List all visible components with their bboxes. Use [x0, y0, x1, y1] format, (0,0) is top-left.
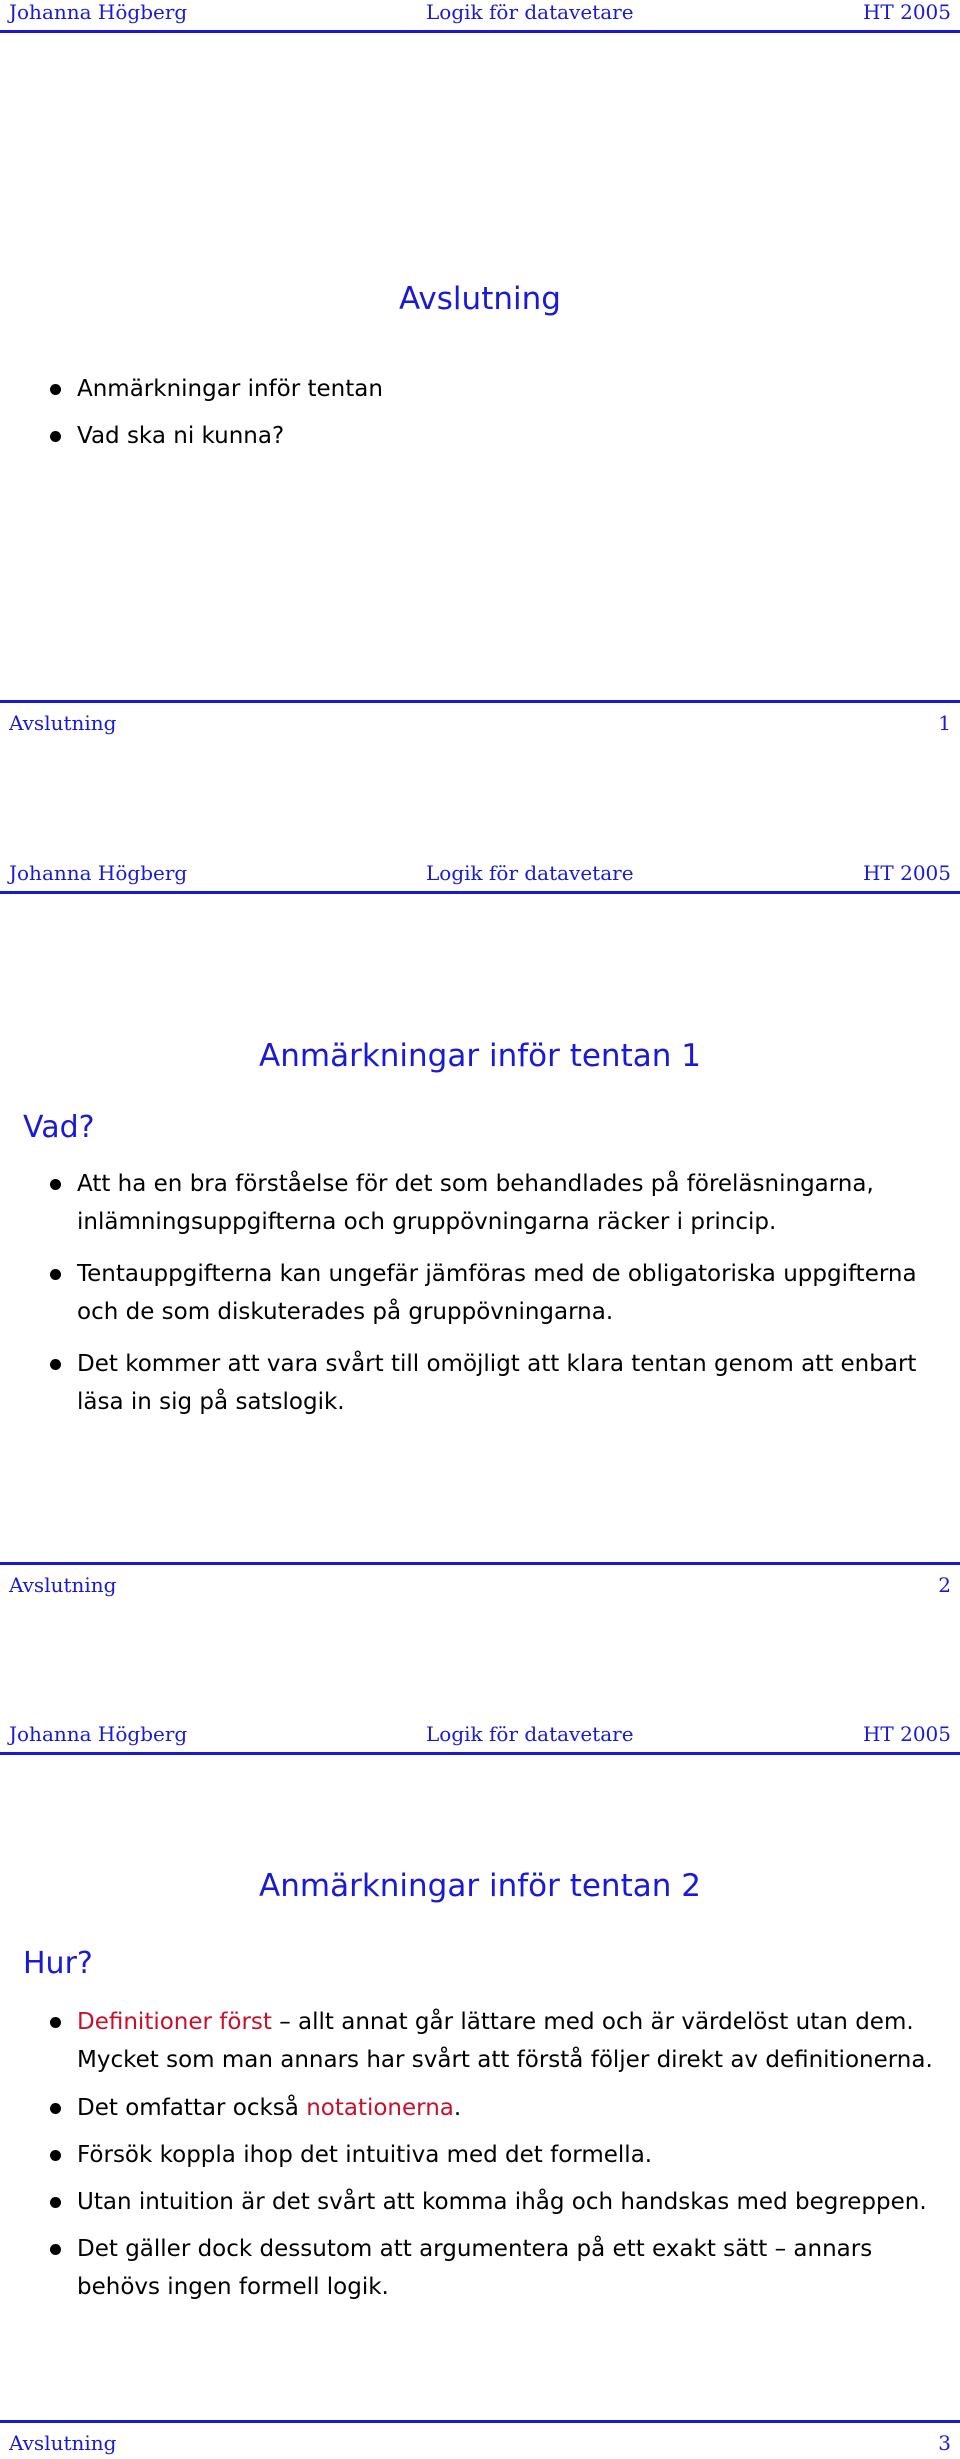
header-course: Logik för datavetare	[426, 0, 634, 24]
bullet-icon	[50, 2244, 61, 2255]
header-author: Johanna Högberg	[9, 861, 188, 885]
bullet-icon	[50, 384, 61, 395]
header-author: Johanna Högberg	[9, 1722, 188, 1746]
slide-title: Avslutning	[399, 281, 561, 317]
slide-header	[0, 0, 960, 33]
list-item: Anmärkningar inför tentan	[77, 370, 957, 408]
bullet-icon	[50, 2017, 61, 2028]
bullet-icon	[50, 1179, 61, 1190]
list-item: Det kommer att vara svårt till omöjligt att klara tentan genom att enbart läsa in sig på satslogik.	[77, 1345, 957, 1421]
list-item: Försök koppla ihop det intuitiva med det formella.	[77, 2136, 957, 2174]
list-item: Definitioner först – allt annat går lättare med och är värdelöst utan dem. Mycket som man annars har svårt att förstå följer direkt av definitionerna.	[77, 2003, 957, 2079]
bullet-icon	[50, 431, 61, 442]
slide-header	[0, 861, 960, 894]
header-term: HT 2005	[862, 861, 951, 885]
list-item: Tentauppgifterna kan ungefär jämföras med de obligatoriska uppgifterna och de som diskuterades på gruppövningarna.	[77, 1255, 957, 1331]
list-item: Vad ska ni kunna?	[77, 417, 957, 455]
header-course: Logik för datavetare	[426, 1722, 634, 1746]
slide-subheading: Vad?	[23, 1110, 95, 1145]
bullet-icon	[50, 2150, 61, 2161]
list-item: Det omfattar också notationerna.	[77, 2089, 957, 2127]
footer-label: Avslutning	[9, 2431, 117, 2455]
header-term: HT 2005	[862, 1722, 951, 1746]
highlight-text: Definitioner först	[77, 2009, 272, 2035]
footer-label: Avslutning	[9, 711, 117, 735]
slide-title: Anmärkningar inför tentan 1	[259, 1038, 701, 1074]
slide-title: Anmärkningar inför tentan 2	[259, 1868, 701, 1904]
bullet-icon	[50, 2103, 61, 2114]
page-number: 1	[938, 711, 951, 735]
slide-footer	[0, 1562, 960, 1597]
bullet-icon	[50, 1269, 61, 1280]
highlight-text: notationerna	[306, 2095, 454, 2121]
footer-label: Avslutning	[9, 1573, 117, 1597]
slide-subheading: Hur?	[23, 1946, 93, 1981]
slide-footer	[0, 2420, 960, 2455]
page-number: 3	[938, 2431, 951, 2455]
page-number: 2	[938, 1573, 951, 1597]
slide-footer	[0, 700, 960, 735]
list-item: Att ha en bra förståelse för det som behandlades på föreläsningarna, inlämningsuppgifterna och gruppövningarna räcker i princip.	[77, 1165, 957, 1241]
slide-header	[0, 1722, 960, 1755]
list-item: Det gäller dock dessutom att argumentera på ett exakt sätt – annars behövs ingen formell logik.	[77, 2230, 957, 2306]
list-item: Utan intuition är det svårt att komma ihåg och handskas med begreppen.	[77, 2183, 957, 2221]
header-course: Logik för datavetare	[426, 861, 634, 885]
header-term: HT 2005	[862, 0, 951, 24]
bullet-icon	[50, 1359, 61, 1370]
bullet-icon	[50, 2197, 61, 2208]
header-author: Johanna Högberg	[9, 0, 188, 24]
